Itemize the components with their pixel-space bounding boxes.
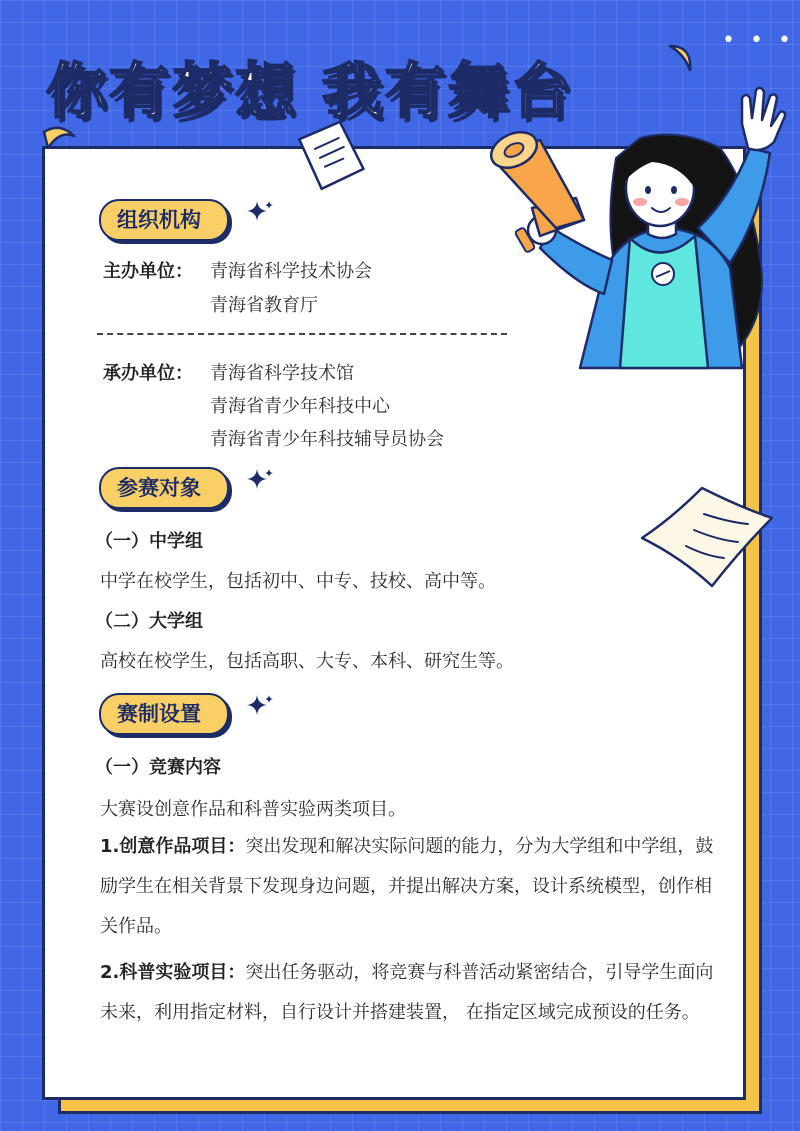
- item2-paragraph: [100, 953, 720, 1033]
- rules-intro: 大赛设创意作品和科普实验两类项目。: [100, 799, 406, 820]
- organizer-item: 青海省青少年科技辅导员协会: [210, 429, 444, 450]
- section-heading-participants: 参赛对象: [99, 467, 229, 509]
- sparkle-icon: [245, 199, 275, 229]
- item2-text: 突出任务驱动，将竞赛与科普活动紧密结合，引导学生面向未来，利用指定材料，自行设计并搭建装置， 在指定区域完成预设的任务。: [100, 962, 714, 1023]
- item1-text: 突出发现和解决实际问题的能力，分为大学组和中学组，鼓励学生在相关背景下发现身边问题，并提出解决方案，设计系统模型，创作相关作品。: [100, 836, 714, 937]
- item1-paragraph: [100, 827, 720, 947]
- sparkle-icon: [245, 467, 275, 497]
- host-label: 主办单位：: [103, 261, 193, 282]
- host-item: 青海省教育厅: [210, 295, 318, 316]
- organizer-label: 承办单位：: [103, 363, 193, 384]
- paper-icon: [632, 478, 782, 593]
- group2-desc: 高校在校学生，包括高职、大专、本科、研究生等。: [100, 651, 514, 672]
- organizer-item: 青海省青少年科技中心: [210, 396, 390, 417]
- group1-title: （一）中学组: [95, 531, 203, 552]
- item2-label: 2.科普实验项目：: [100, 962, 246, 983]
- paper-icon: [292, 116, 372, 196]
- dots-decoration: • • •: [722, 28, 795, 53]
- group1-desc: 中学在校学生，包括初中、中专、技校、高中等。: [100, 571, 496, 592]
- organizer-item: 青海省科学技术馆: [210, 363, 354, 384]
- sparkle-icon: [245, 693, 275, 723]
- page-title: 你有梦想 我有舞台: [46, 57, 574, 127]
- moon-icon: [660, 40, 700, 80]
- section-heading-rules: 赛制设置: [99, 693, 229, 735]
- item1-label: 1.创意作品项目：: [100, 836, 246, 857]
- woman-megaphone-illustration: [480, 78, 800, 378]
- rules-subtitle: （一）竞赛内容: [95, 757, 221, 778]
- dashed-divider: [97, 333, 507, 335]
- section-heading-organization: 组织机构: [99, 199, 229, 241]
- host-item: 青海省科学技术协会: [210, 261, 372, 282]
- group2-title: （二）大学组: [95, 611, 203, 632]
